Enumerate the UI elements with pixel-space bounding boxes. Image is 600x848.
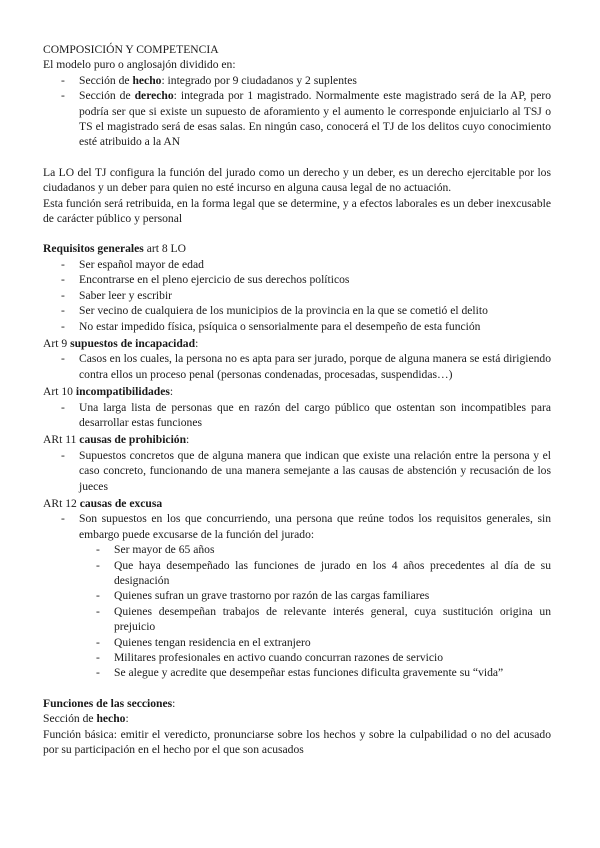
- doc-title: COMPOSICIÓN Y COMPETENCIA: [43, 43, 219, 56]
- list-item: - Quienes sufran un grave trastorno por razón de las cargas familiares: [43, 588, 551, 603]
- list-item: - Ser vecino de cualquiera de los municipios de la provincia en la que se cometió el delito: [43, 303, 551, 318]
- list-item: - Una larga lista de personas que en razón del cargo público que ostentan son incompatibles para desarrollar estas funciones: [43, 400, 551, 431]
- list-item: - Quienes tengan residencia en el extranjero: [43, 635, 551, 650]
- list-item: - Militares profesionales en activo cuando concurran razones de servicio: [43, 650, 551, 665]
- list-item: - Sección de hecho: integrado por 9 ciudadanos y 2 suplentes: [43, 73, 551, 88]
- requisitos-list: [43, 257, 551, 334]
- list-item: - Son supuestos en los que concurriendo, una persona que reúne todos los requisitos generales, sin embargo puede excusarse de la función del jurado: - Ser mayor de 65 años - Que haya desempeñado las funciones de jurado en los 4 años precedentes al día de su designación - Quienes sufran un grave trastorno por razón de las cargas familiares - Quienes desempeñan trabajos de relevante interés general, cuya sustitución origina un prejuicio - Quienes tengan residencia en el extranjero - Militares profesionales en activo cuando concurran razones de servicio - Se alegue y acredite que desempeñar estas funciones dificulta gravemente su “vida”: [43, 511, 551, 680]
- list-item: - Quienes desempeñan trabajos de relevante interés general, cuya sustitución origina un prejuicio: [43, 604, 551, 635]
- list-item: - Ser español mayor de edad: [43, 257, 551, 272]
- art10-list: [43, 400, 551, 431]
- intro-line: El modelo puro o anglosajón dividido en:: [43, 58, 236, 72]
- art11-list: [43, 448, 551, 494]
- list-item: - Encontrarse en el pleno ejercicio de sus derechos políticos: [43, 272, 551, 287]
- art12-list: [43, 511, 551, 680]
- list-item: - Saber leer y escribir: [43, 288, 551, 303]
- list-item: - Que haya desempeñado las funciones de jurado en los 4 años precedentes al día de su designación: [43, 558, 551, 589]
- art9-list: [43, 351, 551, 382]
- heading-requisitos: Requisitos generales art 8 LO: [43, 242, 186, 256]
- list-item: - Se alegue y acredite que desempeñar estas funciones dificulta gravemente su “vida”: [43, 665, 551, 680]
- heading-funciones: Funciones de las secciones:: [43, 696, 176, 710]
- paragraph-jurado: La LO del TJ configura la función del jurado como un derecho y un deber, es un derecho ejercitable por los ciudadanos y un deber para quien no esté incurso en alguna causa legal de no actuación.: [43, 165, 551, 195]
- spacer: [43, 226, 551, 241]
- heading-art11: ARt 11 causas de prohibición:: [43, 433, 190, 447]
- list-item: - Casos en los cuales, la persona no es apta para ser jurado, porque de alguna manera se está dirigiendo contra ellos un proceso penal (personas condenadas, procesadas, suspendidas…): [43, 351, 551, 382]
- heading-art12: ARt 12 causas de excusa: [43, 496, 163, 510]
- spacer: [43, 150, 551, 165]
- subheading-seccion-hecho: Sección de hecho:: [43, 712, 129, 726]
- heading-art9: Art 9 supuestos de incapacidad:: [43, 336, 199, 350]
- list-item: - Sección de derecho: integrada por 1 magistrado. Normalmente este magistrado será de la AP, pero podría ser que si existe un supuesto de aforamiento y el aumento le corresponde enjuiciarlo al TSJ o TS el magistrado será de esas salas. En ningún caso, conocerá el TJ de los delitos cuyo conocimiento esté atribuido a la AN: [43, 88, 551, 150]
- heading-art10: Art 10 incompatibilidades:: [43, 385, 174, 399]
- list-item: - No estar impedido física, psíquica o sensorialmente para el desempeño de esta función: [43, 319, 551, 334]
- list-item: - Ser mayor de 65 años: [43, 542, 551, 557]
- paragraph-funcion-basica: Función básica: emitir el veredicto, pronunciarse sobre los hechos y sobre la culpabilidad o no del acusado por su participación en el hecho por el que son acusados: [43, 727, 551, 757]
- spacer: [43, 681, 551, 696]
- paragraph-retribucion: Esta función será retribuida, en la forma legal que se determine, y a efectos laborales es un deber inexcusable de carácter público y personal: [43, 196, 551, 226]
- excusa-sublist: [43, 542, 551, 681]
- sections-list: [43, 73, 551, 150]
- list-item: - Supuestos concretos que de alguna manera que indican que existe una relación entre la persona y el caso concreto, funcionando de una manera semejante a las causas de abstención y recusación de los jueces: [43, 448, 551, 494]
